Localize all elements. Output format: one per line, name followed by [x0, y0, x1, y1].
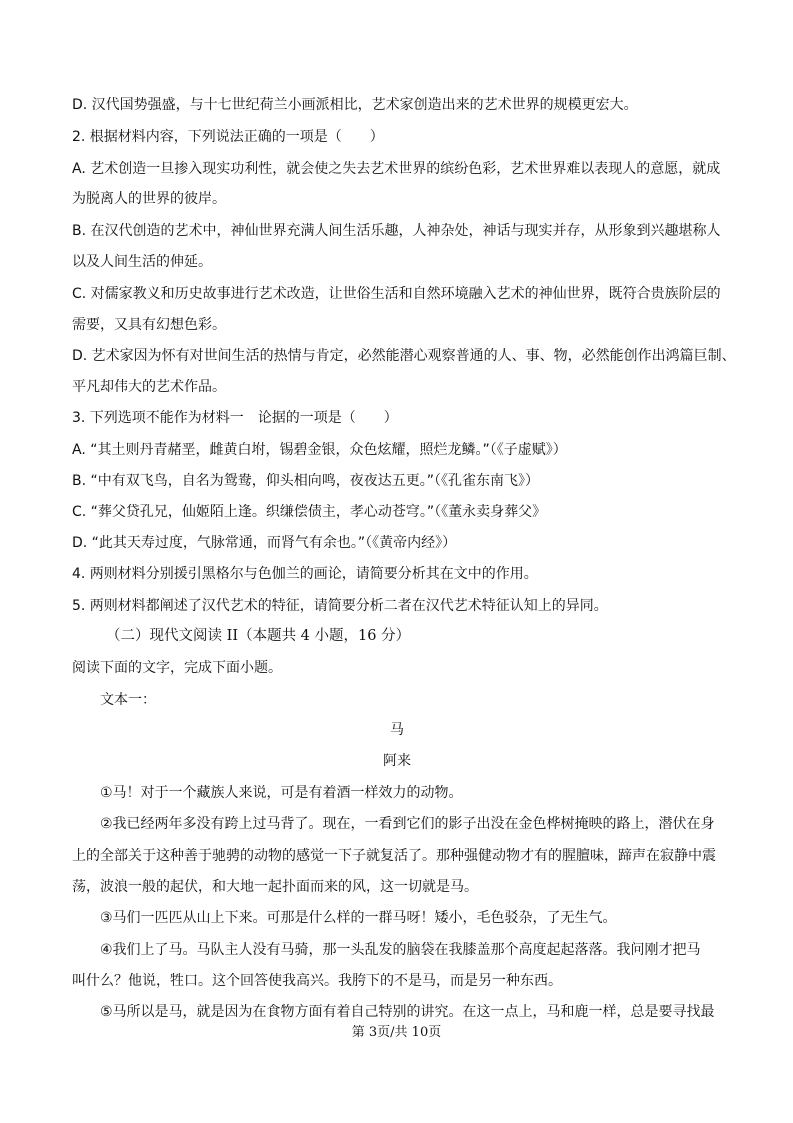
question-3-option-b: B. “中有双飞鸟，自名为鸳鸯，仰头相向鸣，夜夜达五更。”（《孔雀东南飞》）	[72, 473, 540, 489]
question-3-option-a: A. “其土则丹青赭垩，雌黄白坿，锡碧金银，众色炫耀，照烂龙鳞。”（《子虚赋》）	[72, 442, 567, 458]
section-heading: （二）现代文阅读 II（本题共 4 小题，16 分）	[106, 628, 411, 644]
option-d-text: D. 汉代国势强盛，与十七世纪荷兰小画派相比，艺术家创造出来的艺术世界的规模更宏大。	[72, 97, 638, 113]
question-4: 4. 两则材料分别援引黑格尔与色伽兰的画论，请简要分析其在文中的作用。	[72, 566, 538, 582]
article-author: 阿来	[383, 753, 411, 769]
paragraph-3: ③马们一匹匹从山上下来。可那是什么样的一群马呀！矮小，毛色驳杂，了无生气。	[100, 910, 617, 926]
option-b-line-1: B. 在汉代创造的艺术中，神仙世界充满人间生活乐趣，人神杂处，神话与现实并存，从形象到兴趣堪称人	[72, 223, 721, 239]
paragraph-1: ①马！对于一个藏族人来说，可是有着酒一样效力的动物。	[100, 785, 463, 801]
option-c-line-1: C. 对儒家教义和历史故事进行艺术改造，让世俗生活和自然环境融入艺术的神仙世界，既符合贵族阶层的	[72, 286, 721, 302]
question-3: 3. 下列选项不能作为材料一 论据的一项是（ ）	[72, 410, 398, 426]
instruction-text: 阅读下面的文字，完成下面小题。	[72, 660, 282, 676]
option-a-line-1: A. 艺术创造一旦掺入现实功利性，就会使之失去艺术世界的缤纷色彩，艺术世界难以表现人的意愿，就成	[72, 161, 721, 177]
option-c-line-2: 需要，又具有幻想色彩。	[72, 317, 226, 333]
paragraph-4-line-2: 叫什么？他说，牲口。这个回答使我高兴。我胯下的不是马，而是另一种东西。	[72, 973, 562, 989]
question-3-option-d: D. “此其天寿过度，气脉常通，而肾气有余也。”（《黄帝内经》）	[72, 535, 457, 551]
question-2: 2. 根据材料内容，下列说法正确的一项是（ ）	[72, 129, 384, 145]
question-5: 5. 两则材料都阐述了汉代艺术的特征，请简要分析二者在汉代艺术特征认知上的异同。	[72, 598, 608, 614]
article-title: 马	[390, 722, 404, 738]
option-d-line-1: D. 艺术家因为怀有对世间生活的热情与肯定，必然能潜心观察普通的人、事、物，必然能创作出鸿篇巨制、	[72, 348, 736, 364]
text-one-label: 文本一：	[100, 692, 156, 708]
paragraph-5-line-1: ⑤马所以是马，就是因为在食物方面有着自己特别的讲究。在这一点上，马和鹿一样，总是要寻找最	[100, 1004, 715, 1020]
option-b-line-2: 以及人间生活的伸延。	[72, 254, 212, 270]
question-3-option-c: C. “葬父贷孔兄，仙姬陌上逢。织缣偿债主，孝心动苍穹。”（《董永卖身葬父》	[72, 504, 547, 520]
page-footer: 第 3页/共 10页	[351, 1025, 442, 1040]
paragraph-4-line-1: ④我们上了马。马队主人没有马骑，那一头乱发的脑袋在我膝盖那个高度起起落落。我问刚才把马	[100, 942, 701, 958]
option-d-line-2: 平凡却伟大的艺术作品。	[72, 379, 226, 395]
paragraph-2-line-1: ②我已经两年多没有跨上过马背了。现在，一看到它们的影子出没在金色桦树掩映的路上，潜伏在身	[100, 816, 715, 832]
paragraph-2-line-3: 荡，波浪一般的起伏，和大地一起扑面而来的风，这一切就是马。	[72, 879, 478, 895]
option-a-line-2: 为脱离人的世界的彼岸。	[72, 191, 226, 207]
paragraph-2-line-2: 上的全部关于这种善于驰骋的动物的感觉一下子就复活了。那种强健动物才有的腥膻味，蹄声在寂静中震	[72, 848, 716, 864]
